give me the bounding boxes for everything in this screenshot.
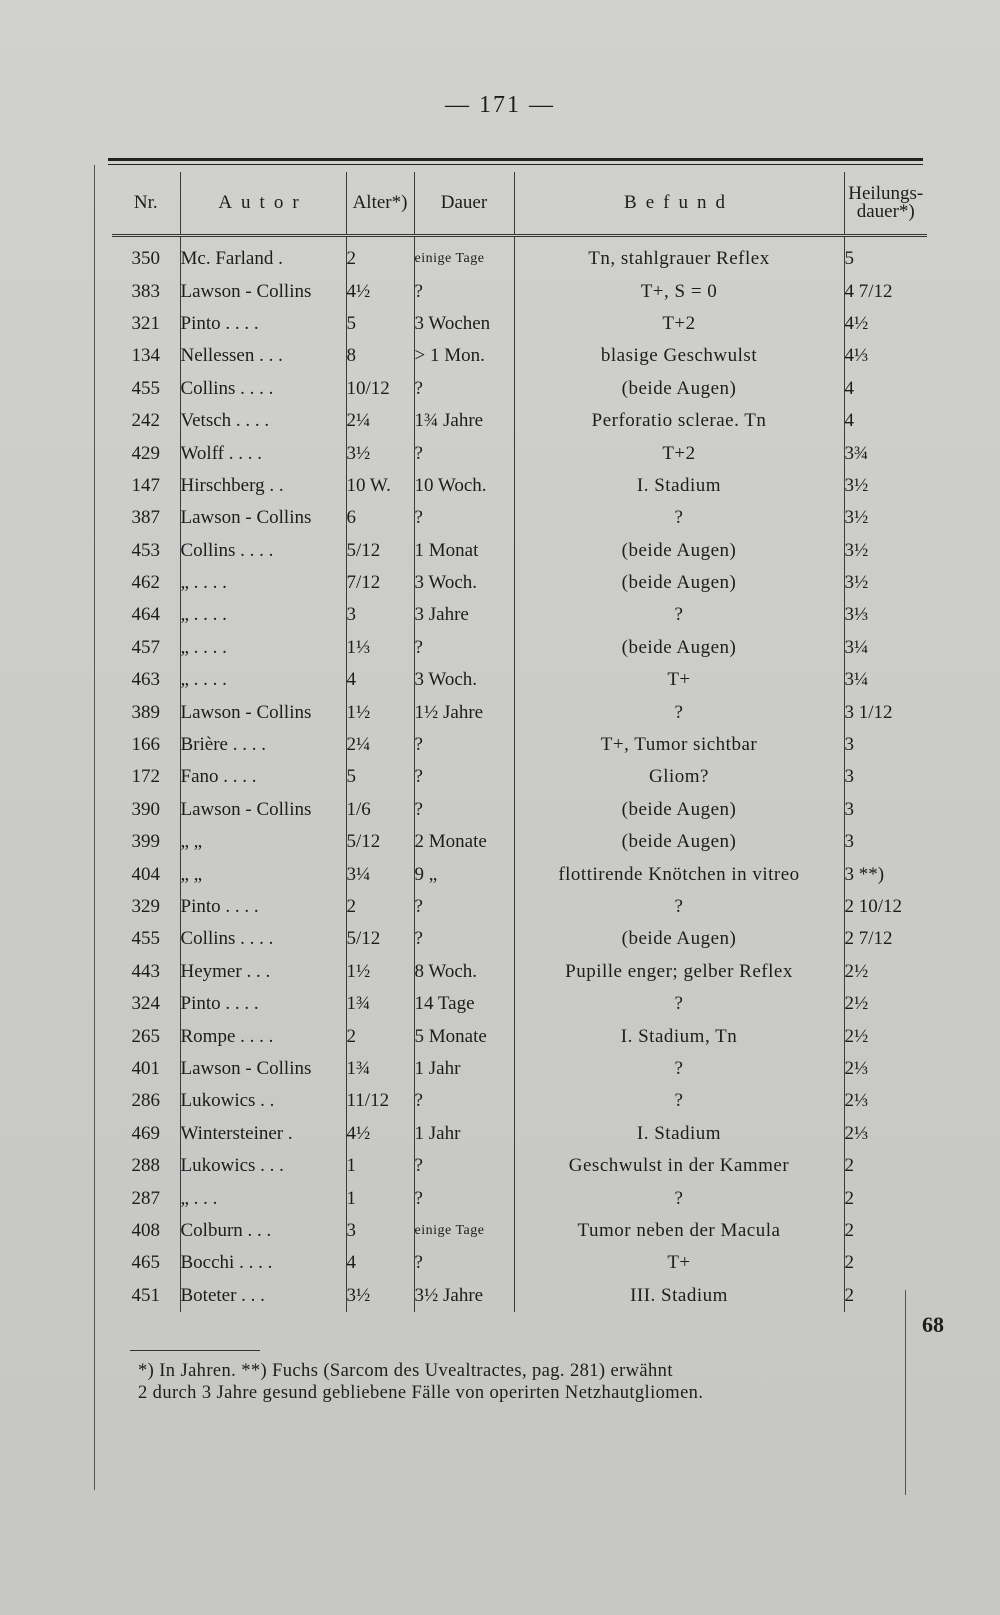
cell-befund: ?: [514, 891, 844, 923]
cell-befund: (beide Augen): [514, 923, 844, 955]
cell-nr: 443: [112, 956, 180, 988]
cell-autor: Rompe . . . .: [180, 1020, 346, 1052]
cell-befund: (beide Augen): [514, 373, 844, 405]
cell-alter: 2¼: [346, 405, 414, 437]
cell-heilungsdauer: 3: [844, 766, 854, 788]
cell-autor: Heymer . . .: [180, 956, 346, 988]
table-row: [112, 1150, 927, 1182]
cell-befund: (beide Augen): [514, 826, 844, 858]
cell-heilungsdauer: 4⅓: [844, 345, 869, 367]
cell-dauer: ?: [414, 373, 514, 405]
cell-befund: I. Stadium: [514, 470, 844, 502]
cell-autor: Wintersteiner .: [180, 1118, 346, 1150]
cell-dauer: 10 Woch.: [414, 470, 514, 502]
cell-heilungsdauer: 2: [844, 1252, 854, 1274]
footnote: [138, 1360, 878, 1404]
table-row: [112, 599, 927, 631]
cell-dauer: 8 Woch.: [414, 956, 514, 988]
cell-dauer: ?: [414, 1247, 514, 1279]
cell-autor: Nellessen . . .: [180, 340, 346, 372]
cell-dauer: ?: [414, 794, 514, 826]
table-row: [112, 729, 927, 761]
cell-autor: „ . . . .: [180, 664, 346, 696]
cell-alter: 10 W.: [346, 470, 414, 502]
table-row: [112, 470, 927, 502]
cell-alter: 2: [346, 891, 414, 923]
cell-befund: (beide Augen): [514, 794, 844, 826]
header-heilungsdauer: [844, 172, 927, 236]
cell-alter: 2: [346, 236, 414, 276]
table-body: [112, 236, 927, 1312]
table-row: [112, 1085, 927, 1117]
cell-dauer: ?: [414, 923, 514, 955]
cell-heilungsdauer: 2½: [844, 960, 869, 982]
cell-nr: 329: [112, 891, 180, 923]
cell-alter: 1½: [346, 956, 414, 988]
cell-dauer: 3½ Jahre: [414, 1280, 514, 1312]
cell-nr: 399: [112, 826, 180, 858]
cell-heilungsdauer: 5: [844, 248, 854, 270]
header-heilungsdauer-line1: Heilungs-: [848, 183, 924, 204]
cell-befund: Gliom?: [514, 761, 844, 793]
cell-heilungsdauer: 4: [844, 410, 854, 432]
cell-alter: 4: [346, 1247, 414, 1279]
cell-alter: 3: [346, 1215, 414, 1247]
top-rule-thin: [108, 164, 923, 165]
header-dauer: Dauer: [414, 172, 514, 236]
cell-alter: 1: [346, 1150, 414, 1182]
table-row: [112, 858, 927, 890]
table-row: [112, 535, 927, 567]
cell-autor: Bocchi . . . .: [180, 1247, 346, 1279]
table-row: [112, 308, 927, 340]
cell-autor: „ . . .: [180, 1182, 346, 1214]
cell-nr: 324: [112, 988, 180, 1020]
cell-autor: Lukowics . . .: [180, 1150, 346, 1182]
cell-dauer: ?: [414, 502, 514, 534]
header-autor: Autor: [180, 172, 346, 236]
header-nr: Nr.: [112, 172, 180, 236]
cell-nr: 242: [112, 405, 180, 437]
cell-nr: 390: [112, 794, 180, 826]
cell-alter: 3¼: [346, 858, 414, 890]
table-row: [112, 1053, 927, 1085]
cell-heilungsdauer: 3½: [844, 539, 869, 561]
cell-dauer: 1 Jahr: [414, 1118, 514, 1150]
cell-nr: 288: [112, 1150, 180, 1182]
cell-heilungsdauer: 3: [844, 831, 854, 853]
cell-autor: Lawson - Collins: [180, 1053, 346, 1085]
table-row: [112, 437, 927, 469]
table-row: [112, 988, 927, 1020]
cell-alter: 5: [346, 308, 414, 340]
margin-mark: 68: [922, 1312, 944, 1337]
cell-alter: 11/12: [346, 1085, 414, 1117]
cell-befund: Tumor neben der Macula: [514, 1215, 844, 1247]
cell-dauer: 1½ Jahre: [414, 696, 514, 728]
table-row: [112, 1280, 927, 1312]
cell-autor: Pinto . . . .: [180, 891, 346, 923]
footnote-line-2: 2 durch 3 Jahre gesund gebliebene Fälle von operirten Netzhautgliomen.: [138, 1383, 704, 1403]
footnote-line-1: *) In Jahren. **) Fuchs (Sarcom des Uvealtractes, pag. 281) erwähnt: [138, 1361, 673, 1381]
cell-alter: 2¼: [346, 729, 414, 761]
cell-dauer: 14 Tage: [414, 988, 514, 1020]
cell-autor: Lawson - Collins: [180, 502, 346, 534]
table-row: [112, 1182, 927, 1214]
cell-dauer: 5 Monate: [414, 1020, 514, 1052]
cell-befund: ?: [514, 696, 844, 728]
cell-befund: T+: [514, 1247, 844, 1279]
cell-nr: 455: [112, 373, 180, 405]
cell-befund: ?: [514, 1182, 844, 1214]
table-row: [112, 340, 927, 372]
page-number: — 171 —: [445, 92, 555, 118]
cell-heilungsdauer: 3½: [844, 572, 869, 594]
cell-dauer: ?: [414, 1182, 514, 1214]
cell-alter: 3½: [346, 1280, 414, 1312]
cell-dauer: ?: [414, 275, 514, 307]
cell-autor: Wolff . . . .: [180, 437, 346, 469]
cell-dauer: ?: [414, 1085, 514, 1117]
cell-heilungsdauer: 3¼: [844, 669, 869, 691]
cell-heilungsdauer: 2⅓: [844, 1090, 869, 1112]
cell-befund: T+, S = 0: [514, 275, 844, 307]
cell-autor: Pinto . . . .: [180, 988, 346, 1020]
cell-befund: Geschwulst in der Kammer: [514, 1150, 844, 1182]
cell-befund: blasige Geschwulst: [514, 340, 844, 372]
table-row: [112, 956, 927, 988]
cell-alter: 1¾: [346, 988, 414, 1020]
cell-heilungsdauer: 2 10/12: [844, 896, 903, 917]
header-alter: Alter*): [346, 172, 414, 236]
table-row: [112, 761, 927, 793]
cell-autor: Boteter . . .: [180, 1280, 346, 1312]
cell-nr: 404: [112, 858, 180, 890]
cell-autor: Hirschberg . .: [180, 470, 346, 502]
cell-alter: 2: [346, 1020, 414, 1052]
cell-alter: 5/12: [346, 535, 414, 567]
cell-nr: 451: [112, 1280, 180, 1312]
cell-dauer: 3 Jahre: [414, 599, 514, 631]
table-row: [112, 696, 927, 728]
cell-dauer: ?: [414, 761, 514, 793]
cell-dauer: 1 Monat: [414, 535, 514, 567]
table-row: [112, 923, 927, 955]
header-heilungsdauer-line2: dauer*): [856, 201, 915, 222]
cell-nr: 134: [112, 340, 180, 372]
cell-befund: ?: [514, 599, 844, 631]
cell-dauer: 3 Wochen: [414, 308, 514, 340]
footnote-rule: [130, 1350, 260, 1351]
cell-nr: 387: [112, 502, 180, 534]
cell-befund: ?: [514, 502, 844, 534]
cell-heilungsdauer: 2: [844, 1219, 854, 1241]
cell-befund: ?: [514, 1053, 844, 1085]
cell-nr: 287: [112, 1182, 180, 1214]
cell-alter: 5: [346, 761, 414, 793]
table-row: [112, 1247, 927, 1279]
cell-autor: „ . . . .: [180, 599, 346, 631]
table-row: [112, 567, 927, 599]
cell-heilungsdauer: 3⅓: [844, 604, 869, 626]
cell-befund: T+, Tumor sichtbar: [514, 729, 844, 761]
cell-alter: 3: [346, 599, 414, 631]
table-row: [112, 891, 927, 923]
cell-befund: T+2: [514, 437, 844, 469]
table-row: [112, 794, 927, 826]
cell-befund: I. Stadium: [514, 1118, 844, 1150]
cell-heilungsdauer: 3½: [844, 474, 869, 496]
cell-nr: 383: [112, 275, 180, 307]
cell-dauer: > 1 Mon.: [414, 340, 514, 372]
cell-heilungsdauer: 3¾: [844, 442, 869, 464]
cell-autor: Vetsch . . . .: [180, 405, 346, 437]
cell-befund: flottirende Knötchen in vitreo: [514, 858, 844, 890]
cell-nr: 321: [112, 308, 180, 340]
top-rule-thick: [108, 158, 923, 161]
cell-autor: Pinto . . . .: [180, 308, 346, 340]
cell-heilungsdauer: 3: [844, 734, 854, 756]
cell-heilungsdauer: 2⅓: [844, 1057, 869, 1079]
cell-alter: 1/6: [346, 794, 414, 826]
table-row: [112, 1020, 927, 1052]
cell-autor: Lawson - Collins: [180, 696, 346, 728]
cell-heilungsdauer: 4 7/12: [844, 280, 893, 302]
cell-nr: 172: [112, 761, 180, 793]
page-frame-left: [94, 165, 95, 1490]
table-row: [112, 1118, 927, 1150]
cell-nr: 453: [112, 535, 180, 567]
cell-dauer: 3 Woch.: [414, 664, 514, 696]
cell-heilungsdauer: 3: [844, 798, 854, 820]
cell-befund: Perforatio sclerae. Tn: [514, 405, 844, 437]
table-row: [112, 664, 927, 696]
case-table: [112, 172, 927, 1312]
cell-heilungsdauer: 2½: [844, 993, 869, 1015]
table-row: [112, 632, 927, 664]
table-row: [112, 1215, 927, 1247]
cell-autor: Fano . . . .: [180, 761, 346, 793]
table-row: [112, 826, 927, 858]
cell-nr: 463: [112, 664, 180, 696]
cell-dauer: ?: [414, 1150, 514, 1182]
cell-dauer: ?: [414, 729, 514, 761]
page-frame-right: [905, 1290, 906, 1495]
cell-heilungsdauer: 4: [844, 377, 854, 399]
cell-dauer: ?: [414, 632, 514, 664]
cell-heilungsdauer: 3 **): [844, 863, 885, 885]
cell-heilungsdauer: 2: [844, 1284, 854, 1306]
cell-autor: „ . . . .: [180, 567, 346, 599]
cell-befund: (beide Augen): [514, 567, 844, 599]
cell-autor: Lawson - Collins: [180, 275, 346, 307]
cell-nr: 286: [112, 1085, 180, 1117]
cell-nr: 457: [112, 632, 180, 664]
table-row: [112, 502, 927, 534]
cell-autor: Lawson - Collins: [180, 794, 346, 826]
cell-nr: 166: [112, 729, 180, 761]
cell-alter: 8: [346, 340, 414, 372]
table-row: [112, 373, 927, 405]
cell-dauer: 9 „: [414, 858, 514, 890]
cell-alter: 1⅓: [346, 632, 414, 664]
header-befund: Befund: [514, 172, 844, 236]
cell-autor: Collins . . . .: [180, 923, 346, 955]
cell-dauer: einige Tage: [414, 1215, 514, 1247]
cell-autor: „ „: [180, 826, 346, 858]
cell-dauer: ?: [414, 891, 514, 923]
cell-heilungsdauer: 4½: [844, 312, 869, 334]
cell-alter: 5/12: [346, 826, 414, 858]
cell-nr: 465: [112, 1247, 180, 1279]
cell-befund: (beide Augen): [514, 535, 844, 567]
cell-autor: „ . . . .: [180, 632, 346, 664]
table-header-row: [112, 172, 927, 236]
cell-befund: Tn, stahlgrauer Reflex: [514, 236, 844, 276]
cell-autor: „ „: [180, 858, 346, 890]
cell-befund: ?: [514, 988, 844, 1020]
cell-dauer: 1 Jahr: [414, 1053, 514, 1085]
cell-heilungsdauer: 2 7/12: [844, 928, 893, 950]
cell-dauer: 3 Woch.: [414, 567, 514, 599]
cell-nr: 462: [112, 567, 180, 599]
cell-befund: T+2: [514, 308, 844, 340]
cell-alter: 1: [346, 1182, 414, 1214]
cell-dauer: ?: [414, 437, 514, 469]
cell-heilungsdauer: 2: [844, 1187, 854, 1209]
cell-nr: 401: [112, 1053, 180, 1085]
table-row: [112, 236, 927, 276]
cell-autor: Collins . . . .: [180, 373, 346, 405]
cell-nr: 464: [112, 599, 180, 631]
cell-befund: Pupille enger; gelber Reflex: [514, 956, 844, 988]
cell-autor: Lukowics . .: [180, 1085, 346, 1117]
cell-heilungsdauer: 2: [844, 1155, 854, 1177]
cell-alter: 4: [346, 664, 414, 696]
cell-heilungsdauer: 2⅓: [844, 1122, 869, 1144]
cell-nr: 350: [112, 236, 180, 276]
cell-dauer: 1¾ Jahre: [414, 405, 514, 437]
cell-autor: Collins . . . .: [180, 535, 346, 567]
cell-alter: 3½: [346, 437, 414, 469]
cell-befund: T+: [514, 664, 844, 696]
cell-dauer: einige Tage: [414, 236, 514, 276]
cell-alter: 1½: [346, 696, 414, 728]
cell-alter: 7/12: [346, 567, 414, 599]
cell-alter: 1¾: [346, 1053, 414, 1085]
cell-nr: 455: [112, 923, 180, 955]
cell-heilungsdauer: 3¼: [844, 636, 869, 658]
cell-nr: 469: [112, 1118, 180, 1150]
table-row: [112, 405, 927, 437]
cell-alter: 4½: [346, 275, 414, 307]
cell-heilungsdauer: 3 1/12: [844, 701, 893, 723]
cell-nr: 147: [112, 470, 180, 502]
cell-befund: III. Stadium: [514, 1280, 844, 1312]
cell-alter: 4½: [346, 1118, 414, 1150]
cell-nr: 429: [112, 437, 180, 469]
cell-nr: 265: [112, 1020, 180, 1052]
cell-alter: 6: [346, 502, 414, 534]
cell-heilungsdauer: 3½: [844, 507, 869, 529]
cell-dauer: 2 Monate: [414, 826, 514, 858]
cell-alter: 10/12: [346, 373, 414, 405]
cell-nr: 389: [112, 696, 180, 728]
cell-befund: I. Stadium, Tn: [514, 1020, 844, 1052]
cell-befund: ?: [514, 1085, 844, 1117]
cell-nr: 408: [112, 1215, 180, 1247]
cell-alter: 5/12: [346, 923, 414, 955]
table-row: [112, 275, 927, 307]
cell-heilungsdauer: 2½: [844, 1025, 869, 1047]
cell-autor: Colburn . . .: [180, 1215, 346, 1247]
cell-befund: (beide Augen): [514, 632, 844, 664]
cell-autor: Brière . . . .: [180, 729, 346, 761]
cell-autor: Mc. Farland .: [180, 236, 346, 276]
